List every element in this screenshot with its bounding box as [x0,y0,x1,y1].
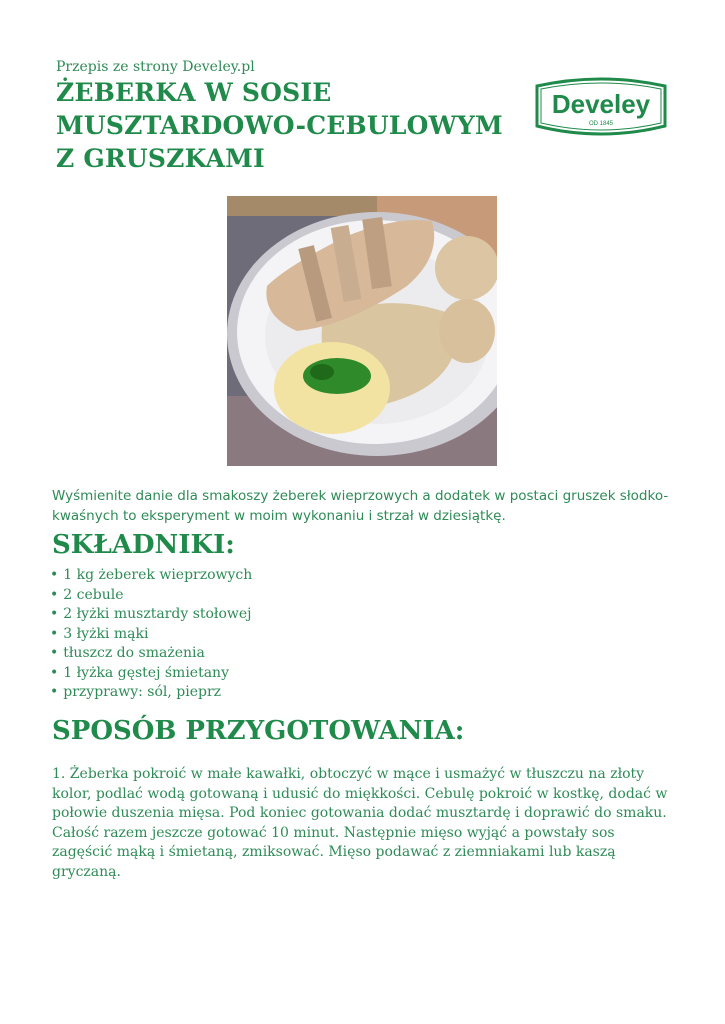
logo-since: OD 1845 [588,121,614,127]
ingredient-item: • 3 łyżki mąki [50,625,252,645]
ingredients-heading: SKŁADNIKI: [52,530,235,560]
ingredient-item: • 2 cebule [50,586,252,606]
ingredient-item: • 1 kg żeberek wieprzowych [50,566,252,586]
develey-logo [531,76,671,140]
intro-text: Wyśmienite danie dla smakoszy żeberek wieprzowych a dodatek w postaci gruszek słodko-kwaśnych to eksperyment w moim wykonaniu i strzał w dziesiątkę. [52,488,669,524]
recipe-title: ŻEBERKA W SOSIE MUSZTARDOWO-CEBULOWYM Z GRUSZKAMI [56,78,503,173]
ingredients-list [50,566,252,703]
ingredient-item: • 1 łyżka gęstej śmietany [50,664,252,684]
ingredient-item: • przyprawy: sól, pieprz [50,683,252,703]
logo-wordmark: Develey [551,89,651,119]
source-line: Przepis ze strony Develey.pl [56,59,255,75]
dish-photo [227,196,497,466]
ingredient-item: • tłuszcz do smażenia [50,644,252,664]
preparation-text: 1. Żeberka pokroić w małe kawałki, obtoczyć w mące i usmażyć w tłuszczu na złoty kolor, podlać wodą gotowaną i udusić do miękkości. Cebulę pokroić w kostkę, dodać w połowie duszenia mięsa. Pod koniec gotowania dodać musztardę i doprawić do smaku. Całość razem jeszcze gotować 10 minut. Następnie mięso wyjąć a powstały sos zagęścić mąką i śmietaną, zmiksować. Mięso podawać z ziemniakami lub kaszą gryczaną. [52,766,668,880]
preparation-heading: SPOSÓB PRZYGOTOWANIA: [52,716,465,746]
ingredient-item: • 2 łyżki musztardy stołowej [50,605,252,625]
